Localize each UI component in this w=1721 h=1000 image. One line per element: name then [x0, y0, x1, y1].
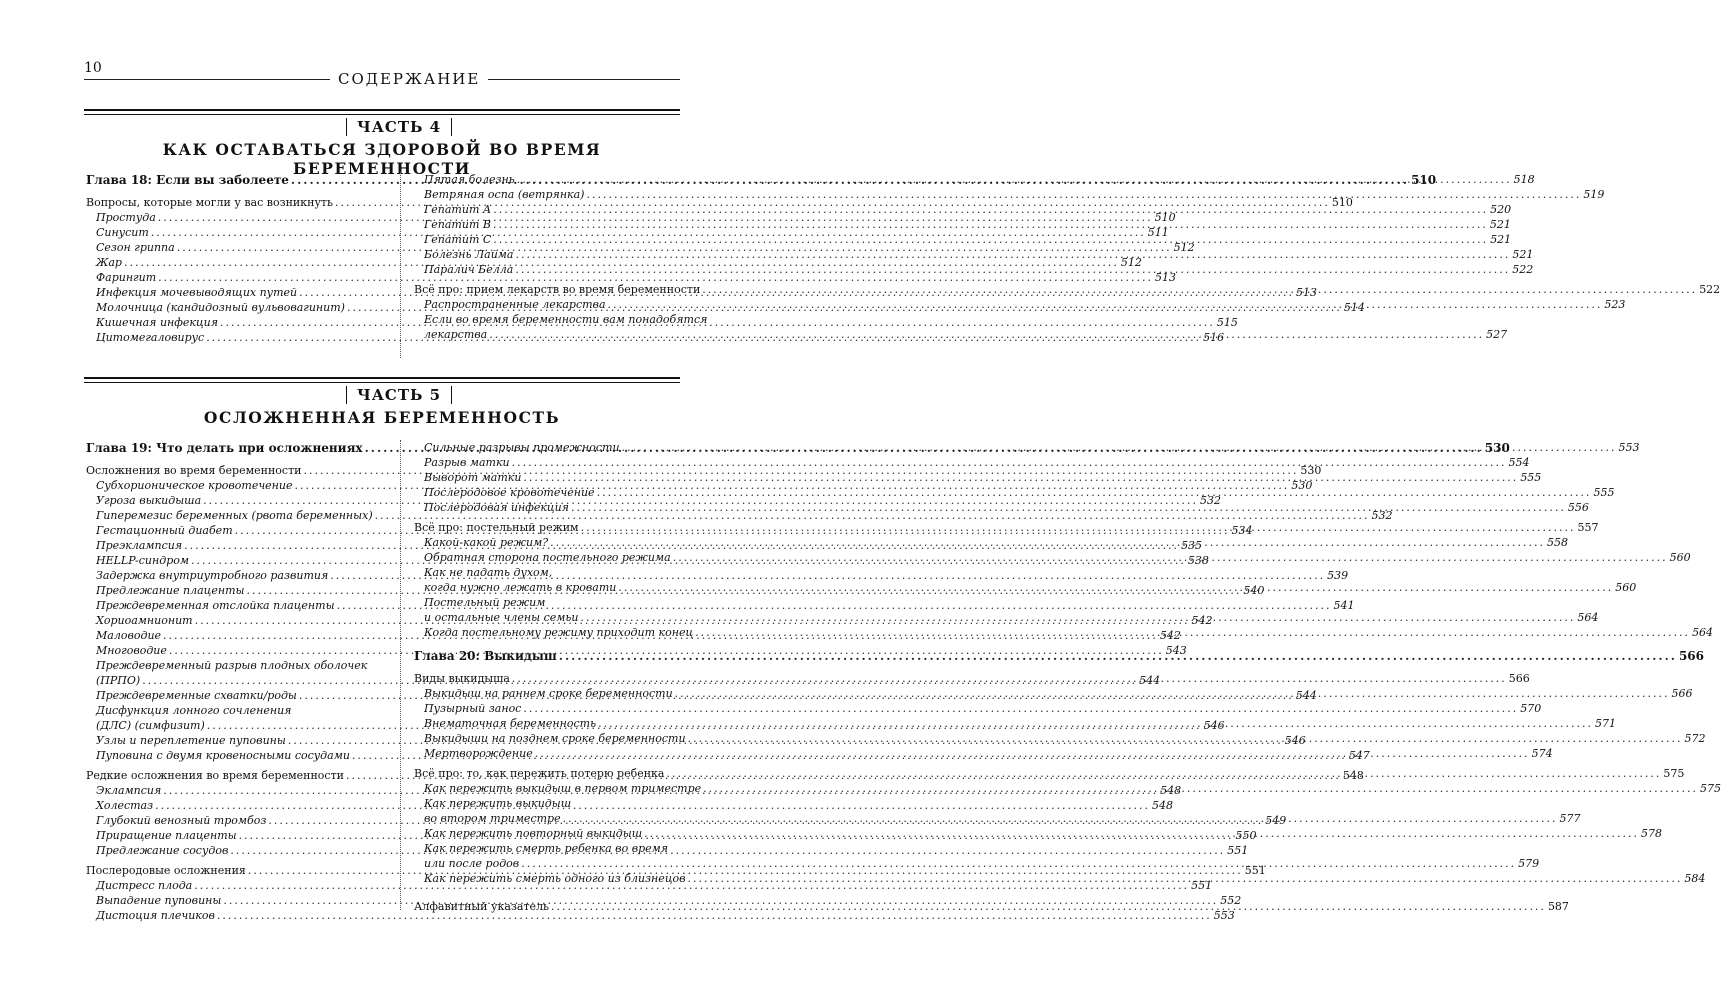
part4-title: КАК ОСТАВАТЬСЯ ЗДОРОВОЙ ВО ВРЕМЯ БЕРЕМЕННОСТИ: [162, 140, 602, 178]
toc-page-number: 521: [1512, 248, 1534, 261]
toc-leader-dots: [563, 811, 1558, 826]
toc-entry-title: Синусит: [96, 226, 149, 239]
toc-entry-title: Как пережить повторный выкидыш: [424, 827, 643, 840]
toc-entry-title: Предлежание плаценты: [96, 584, 245, 597]
toc-leader-dots: [688, 731, 1683, 746]
toc-page-number: 543: [1165, 644, 1187, 657]
toc-entry-title: Алфавитный указатель: [414, 900, 550, 913]
toc-entry-title: Сезон гриппа: [96, 241, 175, 254]
toc-entry-title: Выворот матки: [424, 471, 522, 484]
toc-page-number: 540: [1243, 584, 1265, 597]
toc-leader-dots: [521, 856, 1516, 871]
toc-entry-title: Гестационный диабет: [96, 524, 233, 537]
toc-page-number: 521: [1489, 218, 1511, 231]
toc-entry-title: Всё про: постельный режим: [414, 521, 579, 534]
toc-entry-continued: Как пережить выкидыш: [424, 797, 572, 810]
toc-page-number: 544: [1139, 674, 1161, 687]
toc-page-number: 532: [1371, 509, 1393, 522]
toc-leader-dots: [517, 172, 1512, 187]
toc-entry-title: Гепатит С: [424, 233, 492, 246]
toc-entry-title: Болезнь Лайма: [424, 248, 514, 261]
toc-entry-title: Гепатит А: [424, 203, 492, 216]
toc-page-number: 551: [1244, 864, 1266, 877]
toc-page-number: 510: [1411, 173, 1437, 187]
toc-entry-title: Глава 18: Если вы заболеете: [86, 173, 289, 187]
running-head: СОДЕРЖАНИЕ: [330, 70, 488, 88]
part4-rule-top: [84, 109, 680, 111]
toc-leader-dots: [559, 648, 1677, 664]
toc-entry-title: Дистоция плечиков: [96, 909, 215, 922]
toc-page-number: 530: [1300, 464, 1322, 477]
toc-page-number: 541: [1333, 599, 1355, 612]
toc-entry-title: Молочница (кандидозный вульвовагинит): [96, 301, 345, 314]
toc-page-number: 548: [1152, 799, 1174, 812]
toc-page-number: 557: [1577, 521, 1599, 534]
toc-page-number: 520: [1490, 203, 1512, 216]
toc-page-number: 577: [1559, 812, 1581, 825]
toc-page-number: 566: [1678, 649, 1705, 663]
toc-page-number: 570: [1520, 702, 1542, 715]
toc-page-number: 522: [1512, 263, 1534, 276]
toc-page-number: 548: [1342, 769, 1364, 782]
toc-page-number: 564: [1692, 626, 1714, 639]
toc-leader-dots: [666, 766, 1661, 781]
toc-leader-dots: [571, 500, 1566, 515]
toc-page-number: 575: [1700, 782, 1721, 795]
toc-entry-title: Преждевременная отслойка плаценты: [96, 599, 335, 612]
toc-entry[interactable]: [414, 187, 1605, 202]
toc-page-number: 551: [1191, 879, 1213, 892]
toc-page-number: 550: [1235, 829, 1257, 842]
toc-leader-dots: [515, 247, 1510, 262]
toc-page-number: 510: [1154, 211, 1176, 224]
toc-leader-dots: [523, 701, 1518, 716]
toc-page-number: 514: [1343, 301, 1365, 314]
toc-entry-title: Обратная сторона постельного режима: [424, 551, 671, 564]
toc-entry-title: когда нужно лежать в кровати: [424, 581, 617, 594]
toc-entry-title: Инфекция мочевыводящих путей: [96, 286, 298, 299]
toc-entry-title: Гепатит B: [424, 218, 491, 231]
toc-entry-title: во втором триместре: [424, 812, 561, 825]
toc-entry-title: Глубокий венозный тромбоз: [96, 814, 267, 827]
toc-entry-title: Как пережить смерть одного из близнецов: [424, 872, 686, 885]
toc-page-number: 549: [1265, 814, 1287, 827]
toc-page-number: 542: [1159, 629, 1181, 642]
toc-entry-continued: Постельный режим: [424, 596, 546, 609]
toc-leader-dots: [702, 282, 1697, 297]
toc-entry-title: Паралич Белла: [424, 263, 514, 276]
toc-entry-title: Внематочная беременность: [424, 717, 597, 730]
toc-leader-dots: [586, 187, 1581, 202]
toc-entry-title: Простуда: [96, 211, 156, 224]
toc-entry-title: Послеродовое кровотечение: [424, 486, 595, 499]
toc-page-number: 553: [1213, 909, 1235, 922]
toc-page-number: 560: [1615, 581, 1637, 594]
part5-rule-bottom: [84, 382, 680, 383]
toc-entry-title: Когда постельному режиму приходит конец: [424, 626, 694, 639]
toc-page-number: 571: [1595, 717, 1616, 730]
toc-entry[interactable]: [414, 701, 1542, 716]
toc-leader-dots: [512, 455, 1507, 470]
toc-entry-continued: Дисфункция лонного сочленения: [96, 704, 292, 717]
toc-page-number: 511: [1147, 226, 1169, 239]
toc-entry-continued: Если во время беременности вам понадобятся: [424, 313, 708, 326]
toc-entry-title: Какой-какой режим?: [424, 536, 549, 549]
toc-page-number: 558: [1547, 536, 1569, 549]
toc-entry-title: Глава 20: Выкидыш: [414, 649, 557, 663]
toc-entry-title: Многоводие: [96, 644, 167, 657]
toc-page-number: 532: [1200, 494, 1222, 507]
toc-page-number: 548: [1160, 784, 1182, 797]
part5-label: ЧАСТЬ 5: [346, 386, 452, 404]
toc-page-number: 522: [1699, 283, 1721, 296]
part4-column-divider: [400, 172, 401, 358]
toc-gap: [414, 640, 708, 648]
toc-entry-title: Фарингит: [96, 271, 157, 284]
toc-leader-dots: [688, 871, 1683, 886]
toc-leader-dots: [703, 781, 1698, 796]
toc-entry-title: Разрыв матки: [424, 456, 510, 469]
toc-entry-title: Вопросы, которые могли у вас возникнуть: [86, 196, 333, 209]
toc-leader-dots: [489, 327, 1484, 342]
toc-page-number: 542: [1191, 614, 1213, 627]
toc-page-number: 539: [1327, 569, 1349, 582]
toc-entry-title: Хориоамнионит: [96, 614, 193, 627]
toc-leader-dots: [551, 899, 1546, 914]
toc-leader-dots: [493, 202, 1488, 217]
toc-entry-title: Послеродовые осложнения: [86, 864, 246, 877]
toc-entry-title: Пятая болезнь: [424, 173, 515, 186]
toc-entry-title: Цитомегаловирус: [96, 331, 205, 344]
toc-page-number: 555: [1520, 471, 1542, 484]
toc-leader-dots: [581, 520, 1576, 535]
toc-leader-dots: [550, 535, 1545, 550]
toc-entry-continued: Как пережить смерть ребенка во время: [424, 842, 669, 855]
toc-page-number: 575: [1663, 767, 1685, 780]
toc-leader-dots: [598, 716, 1593, 731]
toc-entry-title: Послеродовая инфекция: [424, 501, 569, 514]
toc-page-number: 530: [1484, 441, 1510, 455]
toc-entry-title: Преэклампсия: [96, 539, 183, 552]
toc-entry-title: Узлы и переплетение пуповины: [96, 734, 286, 747]
part4-rule-bottom: [84, 114, 680, 115]
part5-title: ОСЛОЖНЕННАЯ БЕРЕМЕННОСТЬ: [203, 408, 561, 427]
toc-entry-title: Сильные разрывы промежности: [424, 441, 620, 454]
toc-entry[interactable]: [86, 908, 1235, 923]
toc-page-number: 513: [1155, 271, 1177, 284]
toc-page-number: 544: [1295, 689, 1317, 702]
toc-entry-title: Выкидыш на раннем сроке беременности: [424, 687, 673, 700]
toc-page-number: 587: [1547, 900, 1569, 913]
toc-entry-title: Гиперемезис беременных (рвота беременных): [96, 509, 373, 522]
part5-column-divider: [400, 440, 401, 910]
toc-page-number: 551: [1227, 844, 1249, 857]
toc-entry-title: Дистресс плода: [96, 879, 193, 892]
toc-entry-continued: Преждевременный разрыв плодных оболочек: [96, 659, 368, 672]
toc-leader-dots: [618, 580, 1613, 595]
toc-page-number: 579: [1518, 857, 1540, 870]
toc-page-number: 578: [1641, 827, 1663, 840]
toc-page-number: 546: [1203, 719, 1225, 732]
toc-page-number: 547: [1348, 749, 1370, 762]
toc-page-number: 534: [1231, 524, 1253, 537]
toc-page-number: 555: [1593, 486, 1615, 499]
toc-leader-dots: [493, 232, 1488, 247]
toc-leader-dots: [535, 746, 1530, 761]
toc-page-number: 574: [1531, 747, 1553, 760]
toc-entry-title: Холестаз: [96, 799, 154, 812]
toc-entry-title: и остальные члены семьи: [424, 611, 579, 624]
part4-label: ЧАСТЬ 4: [346, 118, 452, 136]
toc-entry-title: Пуповина с двумя кровеносными сосудами: [96, 749, 350, 762]
toc-entry-title: Кишечная инфекция: [96, 316, 219, 329]
toc-leader-dots: [515, 262, 1510, 277]
toc-page-number: 546: [1284, 734, 1306, 747]
toc-entry-title: Маловодие: [96, 629, 162, 642]
part5-rule-top: [84, 377, 680, 379]
toc-entry-title: Всё про: прием лекарств во время беременности: [414, 283, 701, 296]
toc-page-number: 513: [1295, 286, 1317, 299]
toc-page-number: 564: [1577, 611, 1599, 624]
toc-entry-title: или после родов: [424, 857, 520, 870]
toc-entry[interactable]: [86, 508, 1393, 523]
toc-page-number: 584: [1684, 872, 1706, 885]
toc-page-number: 519: [1583, 188, 1605, 201]
toc-entry-title: Всё про: то, как пережить потерю ребенка: [414, 767, 665, 780]
toc-leader-dots: [622, 440, 1617, 455]
toc-leader-dots: [523, 470, 1518, 485]
page-number: 10: [84, 60, 102, 76]
toc-entry-title: Приращение плаценты: [96, 829, 237, 842]
toc-entry-title: Задержка внутриутробного развития: [96, 569, 329, 582]
toc-entry-title: Ветряная оспа (ветрянка): [424, 188, 585, 201]
toc-page-number: 512: [1120, 256, 1142, 269]
toc-entry-title: Преждевременные схватки/роды: [96, 689, 297, 702]
toc-leader-dots: [597, 485, 1592, 500]
toc-page-number: 510: [1331, 196, 1353, 209]
toc-page-number: 554: [1508, 456, 1530, 469]
toc-page-number: 553: [1618, 441, 1640, 454]
toc-entry-title: Мертворождение: [424, 747, 533, 760]
toc-entry-title: Осложнения во время беременности: [86, 464, 302, 477]
toc-page-number: 535: [1181, 539, 1203, 552]
toc-page-number: 512: [1173, 241, 1195, 254]
toc-entry-title: Субхорионическое кровотечение: [96, 479, 293, 492]
toc-entry-title: Выкидыши на позднем сроке беременности: [424, 732, 686, 745]
toc-entry-title: Виды выкидыша: [414, 672, 510, 685]
toc-entry-title: Выпадение пуповины: [96, 894, 222, 907]
toc-entry-title: Жар: [96, 256, 122, 269]
toc-page-number: 518: [1513, 173, 1535, 186]
toc-entry-title: Пузырный занос: [424, 702, 522, 715]
toc-entry-title: Угроза выкидыша: [96, 494, 202, 507]
toc-leader-dots: [580, 610, 1575, 625]
toc-entry-title: Распространенные лекарства: [424, 298, 606, 311]
toc-entry-title: (ДЛС) (симфизит): [96, 719, 205, 732]
toc-entry-title: Редкие осложнения во время беременности: [86, 769, 345, 782]
toc-page-number: 516: [1203, 331, 1225, 344]
toc-entry-title: HELLP-синдром: [96, 554, 189, 567]
toc-page-number: 552: [1220, 894, 1242, 907]
toc-page-number: 560: [1669, 551, 1691, 564]
toc-page-number: 527: [1486, 328, 1508, 341]
toc-leader-dots: [695, 625, 1690, 640]
toc-page-number: 538: [1187, 554, 1209, 567]
toc-entry[interactable]: [86, 270, 1177, 285]
toc-page-number: 556: [1567, 501, 1589, 514]
toc-page-number: 572: [1684, 732, 1706, 745]
toc-page-number: 521: [1490, 233, 1512, 246]
toc-entry-title: Предлежание сосудов: [96, 844, 229, 857]
toc-page-number: 523: [1604, 298, 1626, 311]
toc-page-number: 566: [1671, 687, 1693, 700]
toc-entry-title: Как пережить выкидыш в первом триместре: [424, 782, 702, 795]
toc-leader-dots: [493, 217, 1488, 232]
toc-entry-title: лекарства: [424, 328, 488, 341]
toc-page-number: 530: [1291, 479, 1313, 492]
toc-leader-dots: [512, 671, 1507, 686]
toc-leader-dots: [673, 550, 1668, 565]
toc-entry[interactable]: [414, 455, 1530, 470]
toc-entry-title: (ПРПО): [96, 674, 141, 687]
toc-entry-continued: Как не падать духом,: [424, 566, 553, 579]
toc-page-number: 566: [1508, 672, 1530, 685]
toc-entry-title: Глава 19: Что делать при осложнениях: [86, 441, 363, 455]
toc-entry-title: Эклампсия: [96, 784, 162, 797]
toc-leader-dots: [675, 686, 1670, 701]
toc-page-number: 515: [1216, 316, 1238, 329]
toc-gap: [414, 886, 708, 894]
toc-leader-dots: [608, 297, 1603, 312]
toc-leader-dots: [644, 826, 1639, 841]
